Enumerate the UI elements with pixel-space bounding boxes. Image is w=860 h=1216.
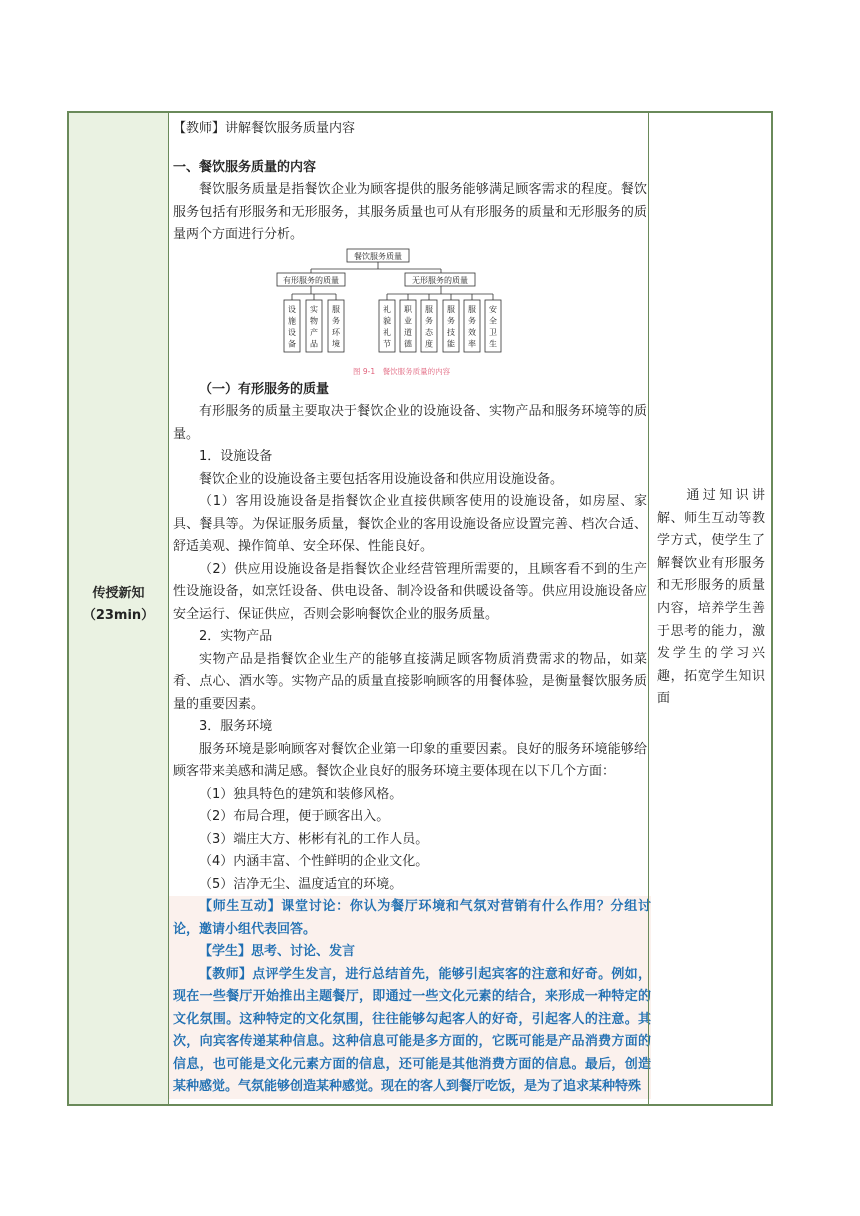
lesson-table	[67, 111, 773, 1106]
content-column	[173, 118, 651, 1099]
env-item: （4）内涵丰富、个性鲜明的企业文化。	[199, 854, 429, 869]
env-item: （5）洁净无尘、温度适宜的环境。	[199, 876, 403, 892]
heading-2: （一）有形服务的质量	[199, 381, 330, 397]
diagram-tangible: 有形服务的质量	[283, 275, 339, 285]
heading-1: 一、餐饮服务质量的内容	[173, 159, 317, 175]
diagram-caption: 图 9-1 餐饮服务质量的内容	[353, 366, 451, 376]
paragraph-1: 餐饮服务质量是指餐饮企业为顾客提供的服务能够满足顾客需求的程度。餐饮服务包括有形服务和无形服务，其服务质量也可从有形服务的质量和无形服务的质量两个方面进行分析。	[173, 182, 647, 242]
teacher-intro: 【教师】讲解餐饮服务质量内容	[173, 121, 356, 136]
interaction-block	[169, 896, 651, 1099]
purpose-column	[648, 113, 771, 1104]
env-item: （3）端庄大方、彬彬有礼的工作人员。	[199, 831, 429, 847]
diagram-leaf-label-intangible: 服务态度	[425, 304, 433, 348]
purpose-text: 通过知识讲解、师生互动等教学方式，使学生了解餐饮业有形服务和无形服务的质量内容，培养学生善于思考的能力，激发学生的学习兴趣，拓宽学生知识面	[657, 488, 765, 707]
subheading-2: 2．实物产品	[199, 629, 273, 644]
diagram-leaf-label-intangible: 服务技能	[447, 304, 455, 348]
stage-title: 传授新知	[92, 586, 145, 601]
diagram-leaf-label-intangible: 礼貌礼节	[383, 304, 391, 348]
diagram-svg	[173, 247, 647, 379]
purpose-text-wrap	[657, 485, 765, 711]
paragraph-3: 餐饮企业的设施设备主要包括客用设施设备和供应用设施设备。	[199, 471, 564, 487]
paragraph-7: 服务环境是影响顾客对餐饮企业第一印象的重要因素。良好的服务环境能够给顾客带来美感和满足感。餐饮企业良好的服务环境主要体现在以下几个方面：	[173, 741, 647, 779]
subheading-1: 1．设施设备	[199, 449, 273, 464]
teacher-comment: 【教师】点评学生发言，进行总结首先，能够引起宾客的注意和好奇。例如，现在一些餐厅开始推出主题餐厅，即通过一些文化元素的结合，来形成一种特定的文化氛围。这种特定的文化氛围，往往能够勾起客人的好奇，引起客人的注意。其次，向宾客传递某种信息。这种信息可能是多方面的，它既可能是产品消费方面的信息，也可能是文化元素方面的信息，还可能是其他消费方面的信息。最后，创造某种感觉。气氛能够创造某种感觉。现在的客人到餐厅吃饭，是为了追求某种特殊	[173, 966, 651, 1094]
diagram-leaf-label-intangible: 服务效率	[468, 304, 476, 348]
paragraph-4: （1）客用设施设备是指餐饮企业直接供顾客使用的设施设备，如房屋、家具、餐具等。为保证服务质量，餐饮企业的客用设施设备应设置完善、档次合适、舒适美观、操作简单、安全环保、性能良好。	[173, 494, 647, 554]
diagram-intangible: 无形服务的质量	[412, 275, 468, 285]
env-item: （1）独具特色的建筑和装修风格。	[199, 786, 403, 802]
diagram-leaf-label-tangible: 设施设备	[288, 304, 296, 348]
diagram-root: 餐饮服务质量	[354, 251, 402, 261]
paragraph-6: 实物产品是指餐饮企业生产的能够直接满足顾客物质消费需求的物品，如菜肴、点心、酒水等。实物产品的质量直接影响顾客的用餐体验，是衡量餐饮服务质量的重要因素。	[173, 651, 647, 712]
diagram-leaf-label-intangible: 安全卫生	[489, 304, 497, 348]
diagram-leaf-label-tangible: 实物产品	[310, 304, 318, 348]
stage-column	[69, 113, 169, 1104]
paragraph-5: （2）供应用设施设备是指餐饮企业经营管理所需要的，且顾客看不到的生产性设施设备，如烹饪设备、供电设备、制冷设备和供暖设备等。供应用设施设备应安全运行、保证供应，否则会影响餐饮企业的服务质量。	[173, 561, 647, 622]
diagram-leaf-label-tangible: 服务环境	[332, 304, 340, 348]
subheading-3: 3．服务环境	[199, 719, 273, 734]
env-item: （2）布局合理，便于顾客出入。	[199, 809, 390, 824]
student-text: 【学生】思考、讨论、发言	[199, 944, 356, 959]
diagram-leaf-label-intangible: 职业道德	[404, 304, 412, 348]
stage-label	[69, 583, 168, 627]
quality-diagram	[173, 247, 647, 379]
paragraph-2: 有形服务的质量主要取决于餐饮企业的设施设备、实物产品和服务环境等的质量。	[173, 404, 647, 442]
interaction-text: 【师生互动】课堂讨论：你认为餐厅环境和气氛对营销有什么作用？分组讨论，邀请小组代表回答。	[173, 899, 651, 937]
stage-duration: （23min）	[82, 608, 155, 623]
